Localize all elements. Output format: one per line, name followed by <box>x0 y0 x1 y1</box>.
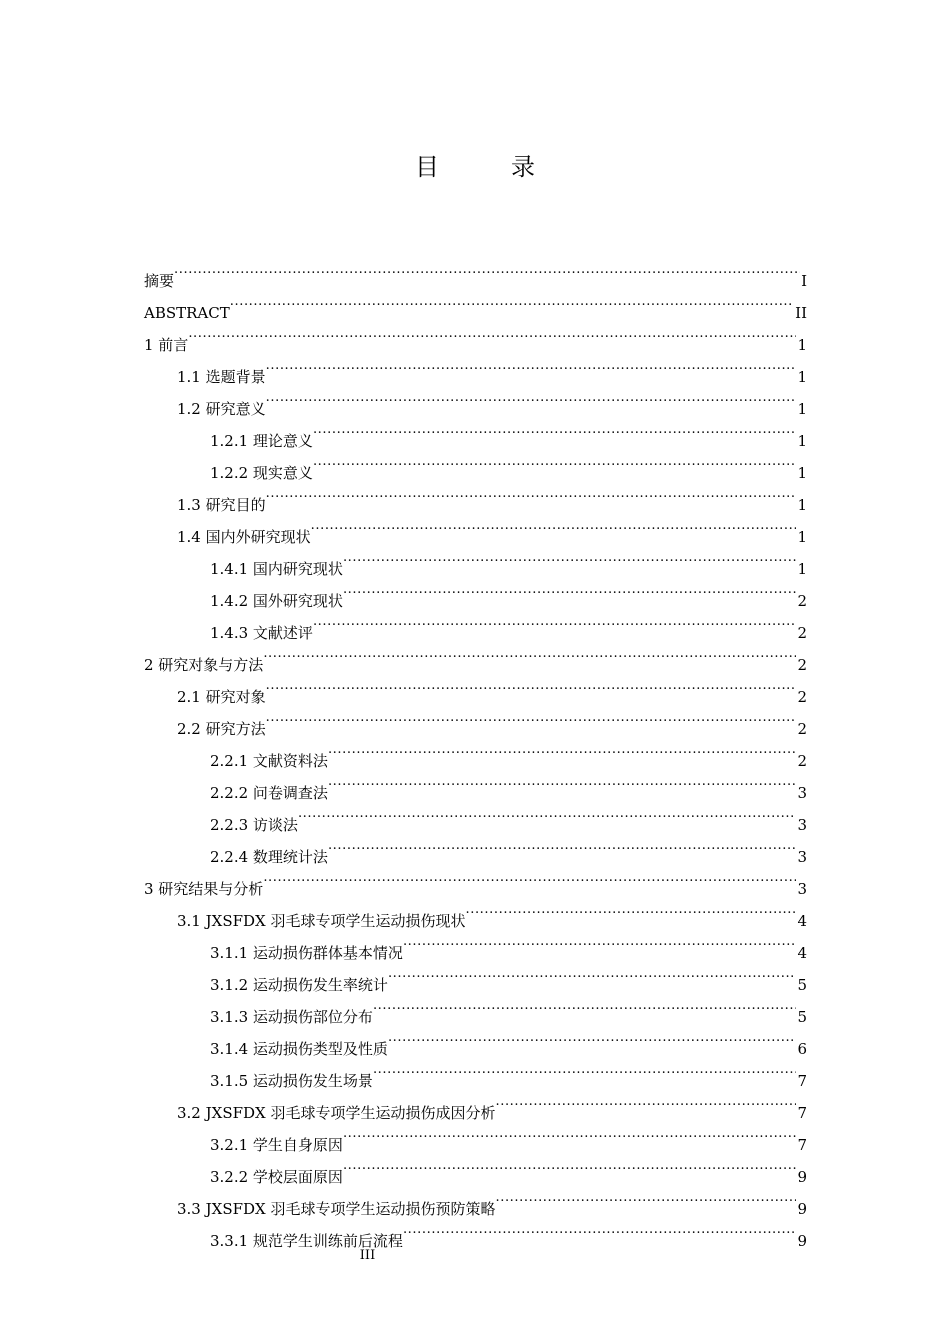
toc-dot-leader <box>403 1214 797 1246</box>
toc-entry-label: 3.2.1 学生自身原因 <box>210 1136 343 1154</box>
toc-entry-label: 1.2 研究意义 <box>177 400 266 418</box>
toc-entry-page: 2 <box>797 624 807 642</box>
table-of-contents <box>144 254 807 1250</box>
toc-dot-leader <box>328 766 797 798</box>
toc-entry-page: 1 <box>797 464 807 482</box>
toc-dot-leader <box>230 286 794 318</box>
toc-entry-page: 9 <box>797 1200 807 1218</box>
toc-entry-page: 2 <box>797 688 807 706</box>
toc-entry-page: 1 <box>797 528 807 546</box>
toc-entry-page: 7 <box>797 1104 807 1122</box>
toc-entry-page: 3 <box>797 880 807 898</box>
toc-dot-leader <box>174 254 800 286</box>
toc-entry-page: 1 <box>797 400 807 418</box>
toc-entry-label: 3.1.2 运动损伤发生率统计 <box>210 976 388 994</box>
toc-entry-label: 2.2 研究方法 <box>177 720 266 738</box>
toc-entry-page: 3 <box>797 784 807 802</box>
toc-dot-leader <box>266 478 797 510</box>
toc-entry-page: 6 <box>797 1040 807 1058</box>
toc-entry-page: 2 <box>797 752 807 770</box>
toc-entry-label: 2.2.3 访谈法 <box>210 816 298 834</box>
toc-entry-label: 1.2.2 现实意义 <box>210 464 313 482</box>
toc-entry-page: 5 <box>797 976 807 994</box>
toc-entry-label: 2.1 研究对象 <box>177 688 266 706</box>
toc-entry-page: 5 <box>797 1008 807 1026</box>
toc-entry-label: 3.2.2 学校层面原因 <box>210 1168 343 1186</box>
toc-dot-leader <box>313 414 797 446</box>
toc-dot-leader <box>373 1054 797 1086</box>
toc-dot-leader <box>266 670 797 702</box>
toc-entry-label: 3.2 JXSFDX 羽毛球专项学生运动损伤成因分析 <box>177 1104 496 1122</box>
toc-entry-label: 2.2.4 数理统计法 <box>210 848 328 866</box>
toc-entry-page: 7 <box>797 1072 807 1090</box>
toc-dot-leader <box>313 446 797 478</box>
toc-dot-leader <box>263 638 796 670</box>
toc-entry-label: 1.1 选题背景 <box>177 368 266 386</box>
toc-dot-leader <box>465 894 796 926</box>
toc-entry-page: 1 <box>797 368 807 386</box>
toc-entry-label: 1.4.1 国内研究现状 <box>210 560 343 578</box>
toc-entry-page: 3 <box>797 848 807 866</box>
toc-entry[interactable] <box>144 286 807 322</box>
toc-dot-leader <box>266 350 797 382</box>
toc-entry-label: 1 前言 <box>144 336 189 354</box>
toc-entry-label: 3.3.1 规范学生训练前后流程 <box>210 1232 403 1250</box>
toc-entry-page: 1 <box>797 496 807 514</box>
toc-entry-label: 1.4.2 国外研究现状 <box>210 592 343 610</box>
toc-entry-page: 7 <box>797 1136 807 1154</box>
toc-dot-leader <box>188 318 796 350</box>
toc-entry-label: 3.1.1 运动损伤群体基本情况 <box>210 944 403 962</box>
toc-entry-label: 3 研究结果与分析 <box>144 880 264 898</box>
toc-entry-label: 3.1.4 运动损伤类型及性质 <box>210 1040 388 1058</box>
toc-dot-leader <box>263 862 796 894</box>
toc-entry-label: 2.2.2 问卷调查法 <box>210 784 328 802</box>
toc-dot-leader <box>298 798 797 830</box>
toc-entry[interactable] <box>144 318 807 354</box>
toc-entry-label: 1.3 研究目的 <box>177 496 266 514</box>
toc-dot-leader <box>311 510 797 542</box>
toc-dot-leader <box>388 1022 797 1054</box>
toc-dot-leader <box>495 1086 796 1118</box>
toc-dot-leader <box>343 542 797 574</box>
toc-entry-label: 2.2.1 文献资料法 <box>210 752 328 770</box>
toc-dot-leader <box>388 958 797 990</box>
toc-dot-leader <box>495 1182 796 1214</box>
toc-entry-page: 9 <box>797 1232 807 1250</box>
toc-entry-page: 4 <box>797 944 807 962</box>
toc-entry-label: 1.4.3 文献述评 <box>210 624 313 642</box>
toc-entry-page: 4 <box>797 912 807 930</box>
toc-entry-label: 3.1.5 运动损伤发生场景 <box>210 1072 373 1090</box>
toc-dot-leader <box>343 1150 797 1182</box>
toc-dot-leader <box>328 830 797 862</box>
toc-entry-page: 1 <box>797 336 807 354</box>
toc-entry-label: 1.4 国内外研究现状 <box>177 528 311 546</box>
toc-entry-page: I <box>801 272 807 290</box>
toc-entry-label: 1.2.1 理论意义 <box>210 432 313 450</box>
toc-dot-leader <box>343 1118 797 1150</box>
page-title: 目 录 <box>415 153 559 181</box>
toc-dot-leader <box>266 382 797 414</box>
toc-dot-leader <box>328 734 797 766</box>
toc-entry-page: 2 <box>797 720 807 738</box>
toc-entry-page: 1 <box>797 560 807 578</box>
toc-dot-leader <box>373 990 797 1022</box>
toc-dot-leader <box>403 926 797 958</box>
toc-entry[interactable] <box>144 254 807 290</box>
page-number: III <box>359 1248 376 1263</box>
toc-entry-label: 2 研究对象与方法 <box>144 656 264 674</box>
toc-entry-page: 2 <box>797 656 807 674</box>
toc-dot-leader <box>313 606 797 638</box>
toc-entry-label: 3.1 JXSFDX 羽毛球专项学生运动损伤现状 <box>177 912 466 930</box>
toc-entry-page: 2 <box>797 592 807 610</box>
toc-entry-page: 1 <box>797 432 807 450</box>
toc-entry-page: 3 <box>797 816 807 834</box>
toc-entry-page: II <box>795 304 807 322</box>
toc-dot-leader <box>266 702 797 734</box>
toc-dot-leader <box>343 574 797 606</box>
toc-entry-page: 9 <box>797 1168 807 1186</box>
toc-entry-label: 3.1.3 运动损伤部位分布 <box>210 1008 373 1026</box>
toc-entry[interactable] <box>144 350 807 386</box>
toc-entry-label: 3.3 JXSFDX 羽毛球专项学生运动损伤预防策略 <box>177 1200 496 1218</box>
toc-entry-label: ABSTRACT <box>144 304 230 322</box>
toc-entry-label: 摘要 <box>144 272 175 290</box>
